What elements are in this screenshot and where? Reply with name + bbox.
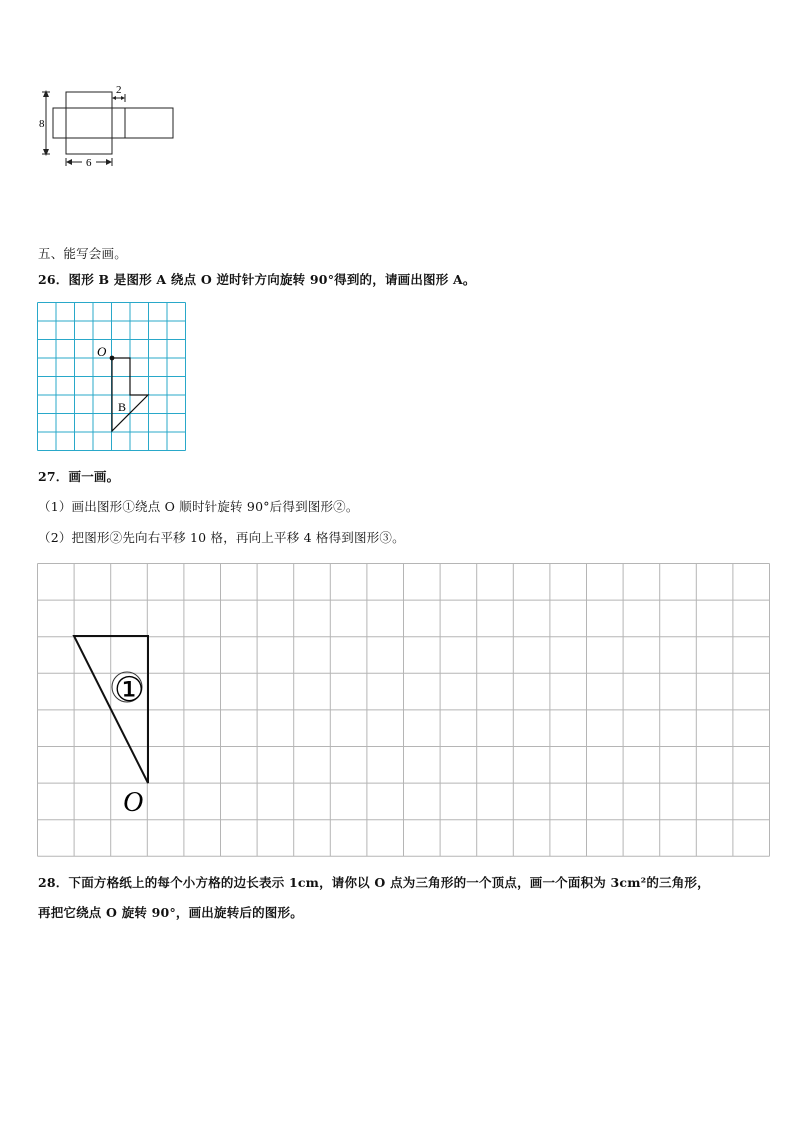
q27-title: 27．画一画。 (38, 469, 120, 484)
q27-part2: （2）把图形②先向右平移 10 格，再向上平移 4 格得到图形③。 (38, 530, 405, 545)
q27-part1: （1）画出图形①绕点 O 顺时针旋转 90°后得到图形②。 (38, 499, 359, 514)
q27-point-label: O (123, 787, 144, 818)
q28-line1: 28．下面方格纸上的每个小方格的边长表示 1cm，请你以 O 点为三角形的一个顶点，画一个面积为 3cm²的三角形， (38, 875, 710, 890)
point-o (110, 356, 115, 361)
net-diagram (36, 84, 186, 174)
q26-point-label: O (97, 344, 107, 359)
q27-grid (37, 563, 771, 859)
net-width-label: 6 (86, 157, 92, 169)
net-height-label: 8 (39, 118, 45, 130)
q26-grid (37, 302, 187, 452)
net-depth-label: 2 (116, 84, 122, 96)
section-heading: 五、能写会画。 (38, 246, 127, 261)
q28-line2: 再把它绕点 O 旋转 90°，画出旋转后的图形。 (38, 905, 303, 920)
q26-shape-label: B (118, 400, 127, 414)
q27-shape-label: ① (114, 672, 145, 709)
q26-prompt: 26．图形 B 是图形 A 绕点 O 逆时针方向旋转 90°得到的，请画出图形 A。 (38, 272, 476, 287)
